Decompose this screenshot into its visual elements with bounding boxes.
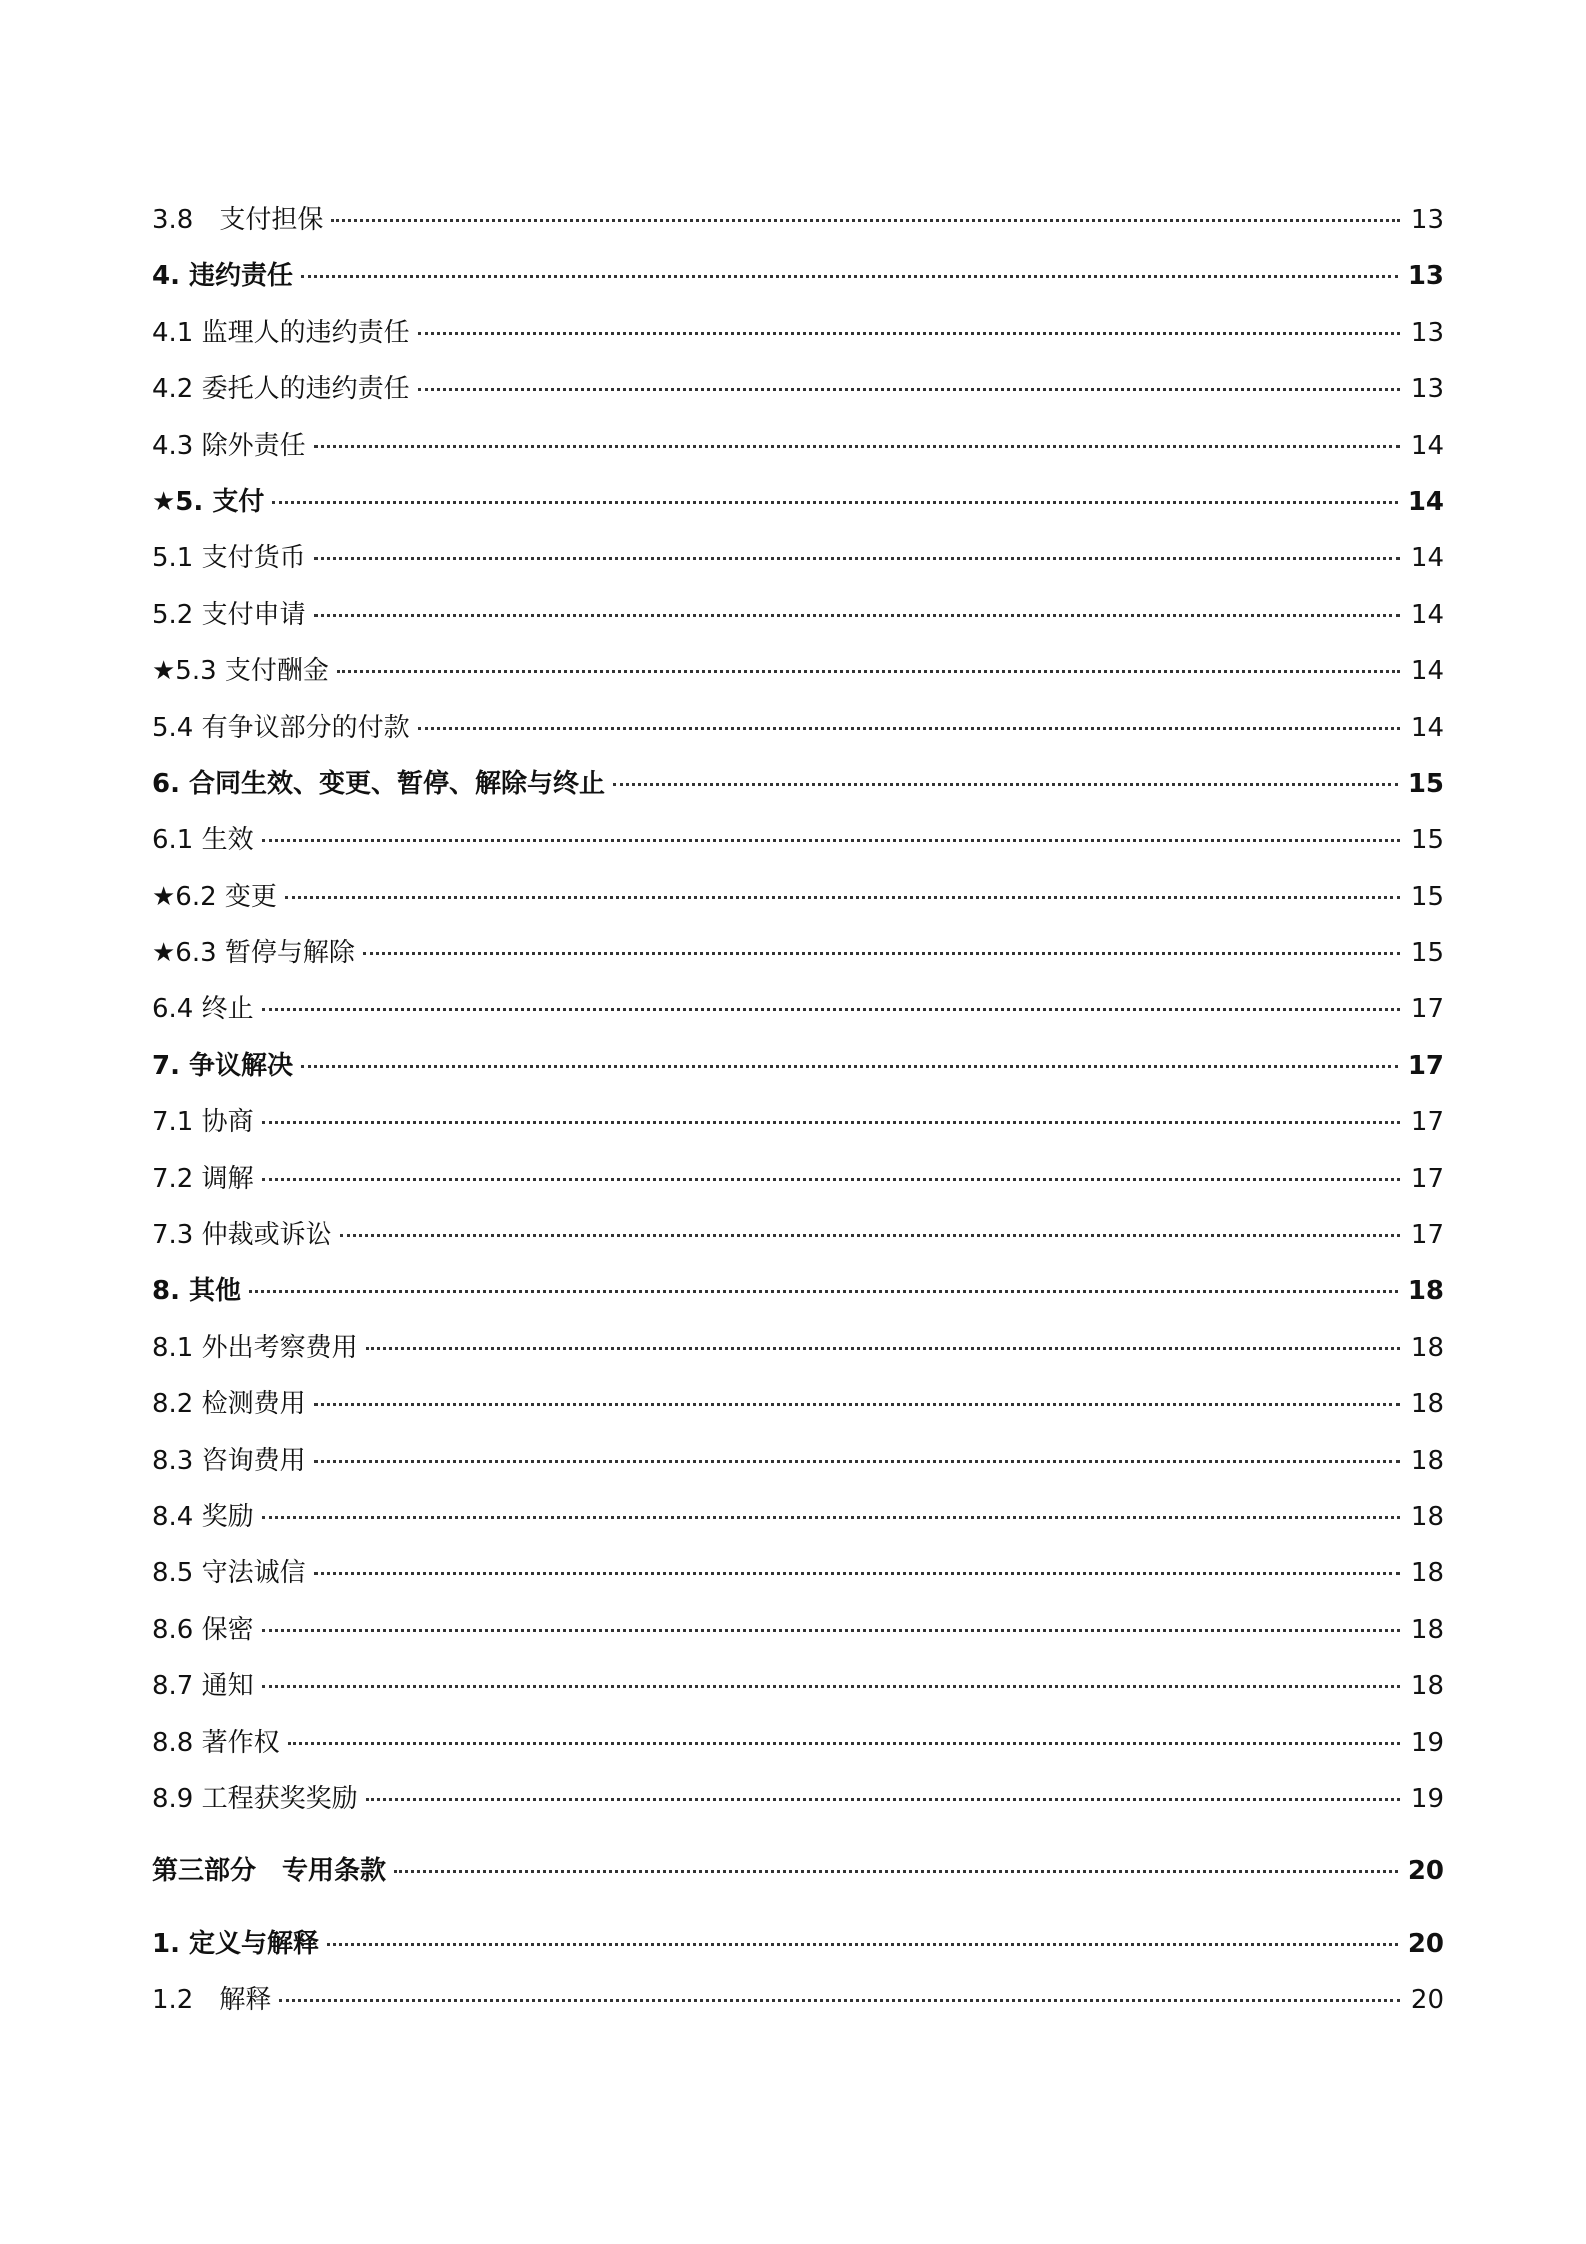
toc-entry[interactable] <box>152 1263 1444 1319</box>
toc-entry-page: 17 <box>1407 1050 1444 1081</box>
toc-entry-label: 1.2 解释 <box>152 1985 272 2016</box>
toc-entry-label: ★6.3 暂停与解除 <box>152 938 355 969</box>
toc-entry[interactable] <box>152 530 1444 586</box>
toc-entry-page: 15 <box>1410 825 1444 856</box>
dot-leader <box>314 1460 1400 1463</box>
toc-entry[interactable] <box>152 1916 1444 1972</box>
dot-leader <box>418 727 1400 730</box>
toc-entry-page: 18 <box>1410 1558 1444 1589</box>
toc-entry-page: 14 <box>1407 486 1444 517</box>
toc-entry-page: 13 <box>1410 317 1444 348</box>
toc-entry-page: 14 <box>1410 543 1444 574</box>
dot-leader <box>366 1347 1400 1350</box>
toc-entry[interactable] <box>152 1151 1444 1207</box>
toc-entry-page: 18 <box>1410 1501 1444 1532</box>
dot-leader <box>613 783 1398 786</box>
toc-entry[interactable] <box>152 1038 1444 1094</box>
dot-leader <box>288 1742 1400 1745</box>
toc-entry[interactable] <box>152 1658 1444 1714</box>
toc-entry-label: 8.7 通知 <box>152 1671 254 1702</box>
toc-entry-page: 15 <box>1410 938 1444 969</box>
toc-entry-page: 13 <box>1407 261 1444 292</box>
toc-entry-page: 13 <box>1410 374 1444 405</box>
toc-entry-label: 8.3 咨询费用 <box>152 1445 306 1476</box>
toc-entry-label: 5.1 支付货币 <box>152 543 306 574</box>
dot-leader <box>314 557 1400 560</box>
dot-leader <box>262 1516 1400 1519</box>
dot-leader <box>249 1290 1398 1293</box>
toc-entry[interactable] <box>152 1545 1444 1601</box>
toc-entry[interactable] <box>152 192 1444 248</box>
dot-leader <box>262 1685 1400 1688</box>
toc-entry-label: 8.8 著作权 <box>152 1727 280 1758</box>
toc-entry-page: 17 <box>1410 1163 1444 1194</box>
dot-leader <box>285 896 1400 899</box>
toc-entry-label: 4.1 监理人的违约责任 <box>152 317 410 348</box>
toc-entry-label: 6.1 生效 <box>152 825 254 856</box>
dot-leader <box>314 614 1400 617</box>
toc-entry-page: 14 <box>1410 712 1444 743</box>
toc-entry-label: 7.3 仲裁或诉讼 <box>152 1220 332 1251</box>
dot-leader <box>314 1572 1400 1575</box>
toc-entry[interactable] <box>152 812 1444 868</box>
toc-entry-label: 7.1 协商 <box>152 1107 254 1138</box>
toc-entry-label: ★5. 支付 <box>152 486 265 517</box>
dot-leader <box>314 1403 1400 1406</box>
toc-part-heading-page: 20 <box>1407 1856 1444 1887</box>
dot-leader <box>314 445 1400 448</box>
toc-entry[interactable] <box>152 700 1444 756</box>
toc-entry[interactable] <box>152 418 1444 474</box>
dot-leader <box>418 332 1400 335</box>
dot-leader <box>272 501 1397 504</box>
toc-entry-page: 17 <box>1410 1220 1444 1251</box>
dot-leader <box>394 1870 1398 1873</box>
toc-entry-label: ★6.2 变更 <box>152 881 277 912</box>
dot-leader <box>262 1178 1400 1181</box>
toc-entry[interactable] <box>152 1715 1444 1771</box>
toc-entry[interactable] <box>152 756 1444 812</box>
toc-entry[interactable] <box>152 869 1444 925</box>
dot-leader <box>262 839 1400 842</box>
toc-entry-label: 6. 合同生效、变更、暂停、解除与终止 <box>152 768 606 799</box>
dot-leader <box>366 1798 1400 1801</box>
dot-leader <box>279 1999 1400 2002</box>
dot-leader <box>337 670 1400 673</box>
toc-entry[interactable] <box>152 925 1444 981</box>
toc-entry[interactable] <box>152 981 1444 1037</box>
dot-leader <box>418 388 1400 391</box>
toc-entry[interactable] <box>152 1320 1444 1376</box>
toc-entry[interactable] <box>152 1376 1444 1432</box>
toc-entry-page: 18 <box>1410 1389 1444 1420</box>
table-of-contents <box>152 192 1444 2029</box>
dot-leader <box>262 1121 1400 1124</box>
toc-part-heading[interactable] <box>152 1843 1444 1899</box>
dot-leader <box>262 1008 1400 1011</box>
toc-entry[interactable] <box>152 1094 1444 1150</box>
toc-entry[interactable] <box>152 361 1444 417</box>
toc-entry-page: 17 <box>1410 1107 1444 1138</box>
toc-entry-page: 14 <box>1410 656 1444 687</box>
toc-entry-page: 19 <box>1410 1783 1444 1814</box>
dot-leader <box>340 1234 1400 1237</box>
toc-entry-page: 13 <box>1410 205 1444 235</box>
toc-entry-page: 15 <box>1407 768 1444 799</box>
toc-entry-label: 6.4 终止 <box>152 994 254 1025</box>
toc-entry-page: 18 <box>1410 1445 1444 1476</box>
dot-leader <box>363 952 1400 955</box>
toc-entry-page: 14 <box>1410 599 1444 630</box>
toc-entry[interactable] <box>152 587 1444 643</box>
toc-entry-label: 8. 其他 <box>152 1276 242 1307</box>
toc-part-heading-label: 第三部分 专用条款 <box>152 1856 387 1887</box>
toc-entry-page: 18 <box>1410 1332 1444 1363</box>
toc-entry-page: 14 <box>1410 430 1444 461</box>
dot-leader <box>262 1629 1400 1632</box>
toc-entry-label: 8.9 工程获奖奖励 <box>152 1783 358 1814</box>
toc-entry[interactable] <box>152 1489 1444 1545</box>
toc-entry[interactable] <box>152 1433 1444 1489</box>
toc-entry-label: 7.2 调解 <box>152 1163 254 1194</box>
toc-entry-label: 8.6 保密 <box>152 1614 254 1645</box>
toc-entry-label: 5.2 支付申请 <box>152 599 306 630</box>
dot-leader <box>301 1065 1398 1068</box>
toc-entry[interactable] <box>152 643 1444 699</box>
toc-entry[interactable] <box>152 1207 1444 1263</box>
toc-entry-label: 8.1 外出考察费用 <box>152 1332 358 1363</box>
toc-entry-label: 5.4 有争议部分的付款 <box>152 712 410 743</box>
toc-entry[interactable] <box>152 248 1444 304</box>
toc-entry-label: 1. 定义与解释 <box>152 1928 320 1959</box>
toc-entry-label: ★5.3 支付酬金 <box>152 656 329 687</box>
toc-entry-label: 4.2 委托人的违约责任 <box>152 374 410 405</box>
toc-entry-page: 17 <box>1410 994 1444 1025</box>
toc-entry-page: 18 <box>1407 1276 1444 1307</box>
toc-entry-page: 15 <box>1410 881 1444 912</box>
toc-entry-label: 8.2 检测费用 <box>152 1389 306 1420</box>
toc-entry-page: 19 <box>1410 1727 1444 1758</box>
toc-entry-label: 4.3 除外责任 <box>152 430 306 461</box>
toc-entry-label: 7. 争议解决 <box>152 1050 294 1081</box>
toc-entry-label: 8.5 守法诚信 <box>152 1558 306 1589</box>
toc-entry[interactable] <box>152 1972 1444 2028</box>
dot-leader <box>327 1943 1398 1946</box>
toc-entry-label: 8.4 奖励 <box>152 1501 254 1532</box>
toc-entry-label: 4. 违约责任 <box>152 261 294 292</box>
dot-leader <box>301 275 1398 278</box>
toc-entry-page: 18 <box>1410 1671 1444 1702</box>
toc-entry-label: 3.8 支付担保 <box>152 205 324 235</box>
dot-leader <box>331 219 1400 222</box>
toc-entry-page: 20 <box>1407 1928 1444 1959</box>
toc-entry[interactable] <box>152 1602 1444 1658</box>
toc-entry-page: 18 <box>1410 1614 1444 1645</box>
toc-entry-page: 20 <box>1410 1985 1444 2016</box>
toc-entry[interactable] <box>152 474 1444 530</box>
toc-entry[interactable] <box>152 305 1444 361</box>
toc-entry[interactable] <box>152 1771 1444 1827</box>
